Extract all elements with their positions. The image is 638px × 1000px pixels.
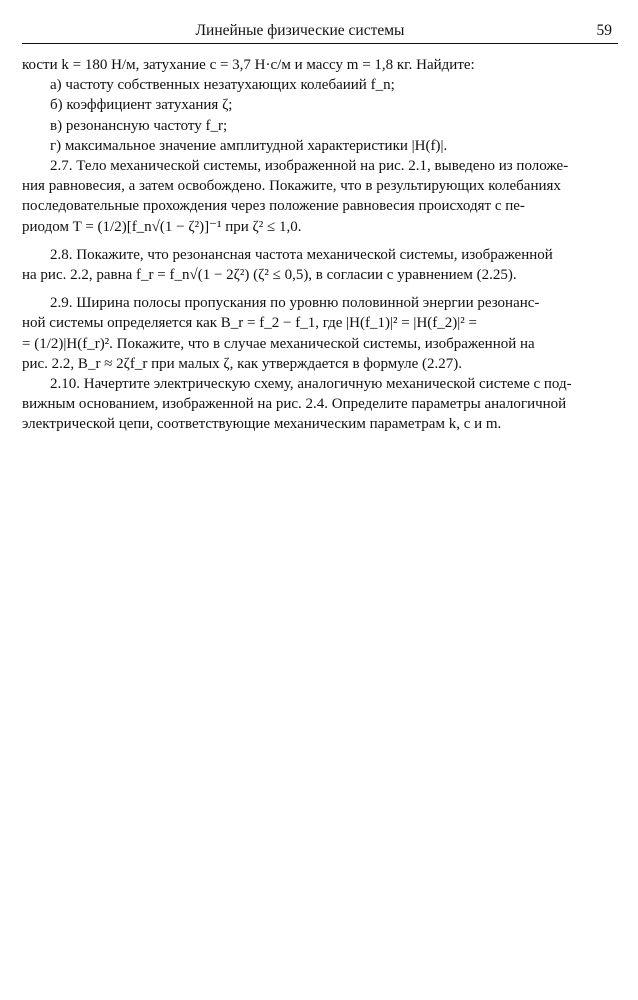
text-line: ния равновесия, а затем освобождено. Покажите, что в результирующих колебаниях [22, 178, 561, 195]
text-line: рис. 2.2, B_r ≈ 2ζf_r при малых ζ, как утверждается в формуле (2.27). [22, 355, 462, 372]
text-line: ной системы определяется как B_r = f_2 − f_1, где |H(f_1)|² = |H(f_2)|² = [22, 315, 477, 332]
text-line: в) резонансную частоту f_r; [50, 117, 228, 134]
text-line: 2.7. Тело механической системы, изображенной на рис. 2.1, выведено из положе- [50, 158, 569, 175]
text-line: = (1/2)|H(f_r)². Покажите, что в случае механической системы, изображенной на [22, 335, 535, 352]
text-line: 2.8. Покажите, что резонансная частота механической системы, изображенной [50, 246, 553, 263]
text-line: кости k = 180 Н/м, затухание c = 3,7 Н·с/м и массу m = 1,8 кг. Найдите: [22, 57, 475, 73]
text-line: на рис. 2.2, равна f_r = f_n√(1 − 2ζ²) (ζ² ≤ 0,5), в согласии с уравнением (2.25). [22, 267, 517, 284]
problem-2-10 [22, 374, 614, 435]
text-line: б) коэффициент затухания ζ; [50, 97, 233, 114]
text-line: риодом T = (1/2)[f_n√(1 − ζ²)]⁻¹ при ζ² ≤ 1,0. [22, 218, 302, 235]
header-rule [22, 43, 618, 44]
problem-2-7 [22, 156, 614, 237]
body-text [22, 55, 614, 435]
text-line: последовательные прохождения через положение равновесия происходят с пе- [22, 198, 525, 215]
text-line: а) частоту собственных незатухающих колебаиий f_n; [50, 77, 395, 94]
problem-continuation [22, 55, 614, 156]
paragraph-gap [22, 237, 614, 245]
problem-2-8 [22, 245, 614, 285]
text-line: 2.9. Ширина полосы пропускания по уровню половинной энергии резонанс- [50, 295, 540, 312]
text-line: г) максимальное значение амплитудной характеристики |H(f)|. [50, 137, 448, 154]
page-header [22, 20, 618, 44]
running-title: Линейные физические системы [195, 22, 405, 39]
text-line: 2.10. Начертите электрическую схему, аналогичную механической системе с под- [50, 376, 572, 393]
page-number: 59 [596, 22, 612, 39]
text-line: электрической цепи, соответствующие механическим параметрам k, c и m. [22, 416, 502, 433]
paragraph-gap [22, 285, 614, 293]
text-line: вижным основанием, изображенной на рис. 2.4. Определите параметры аналогичной [22, 396, 567, 413]
problem-2-9 [22, 293, 614, 374]
